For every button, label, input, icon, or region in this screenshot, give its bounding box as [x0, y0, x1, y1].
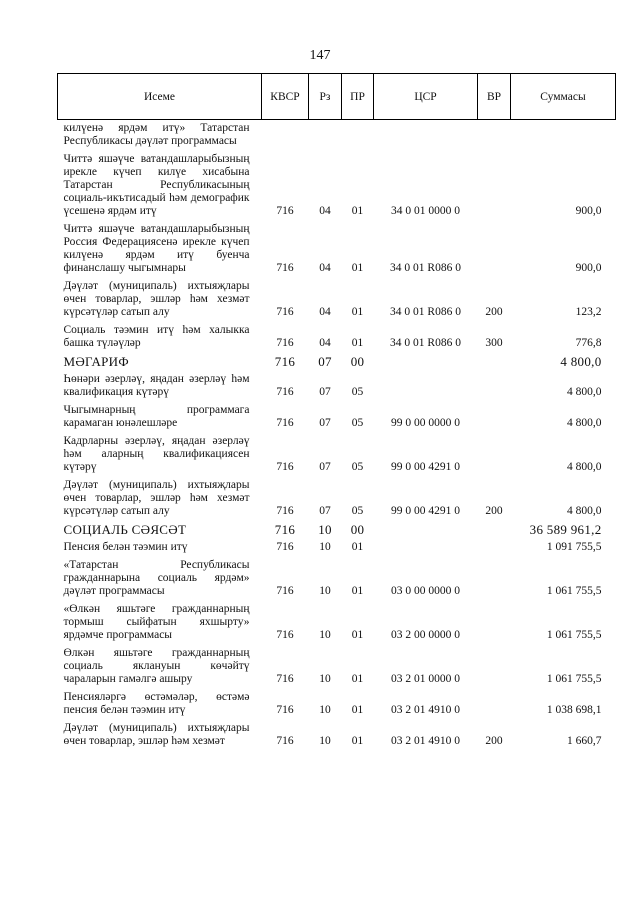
cell-kvsr: 716 — [276, 337, 294, 349]
cell-rz: 10 — [319, 541, 331, 553]
cell-rz: 04 — [319, 337, 331, 349]
cell-sum: 1 061 755,5 — [546, 585, 602, 597]
cell-csr — [374, 120, 478, 152]
table-row — [58, 720, 616, 751]
cell-kvsr: 716 — [276, 386, 294, 398]
header-pr: ПР — [342, 74, 374, 120]
cell-kvsr — [262, 120, 309, 152]
cell-kvsr: 716 — [276, 461, 294, 473]
cell-csr: 03 2 01 0000 0 — [391, 673, 460, 685]
cell-pr: 01 — [351, 704, 364, 716]
cell-pr: 01 — [351, 673, 364, 685]
cell-sum: 1 061 755,5 — [546, 629, 602, 641]
cell-vr — [478, 120, 511, 152]
cell-sum: 1 660,7 — [567, 735, 602, 747]
cell-sum — [511, 120, 616, 152]
cell-pr: 01 — [351, 337, 364, 349]
cell-vr — [478, 601, 511, 645]
cell-csr: 34 0 01 R086 0 — [390, 262, 461, 274]
header-kvsr: КВСР — [262, 74, 309, 120]
cell-vr — [478, 353, 511, 371]
cell-pr: 01 — [351, 629, 364, 641]
cell-sum: 900,0 — [575, 205, 602, 217]
cell-name: Пенсия белән тәэмин итү — [63, 541, 188, 553]
table-row — [58, 371, 616, 402]
cell-csr — [374, 521, 478, 539]
cell-name: Чыгымнарның программага карамаган юнәлешләре — [63, 404, 250, 429]
cell-rz: 07 — [319, 461, 331, 473]
cell-vr: 200 — [485, 306, 503, 318]
table-row — [58, 278, 616, 322]
cell-vr — [478, 151, 511, 221]
cell-kvsr: 716 — [276, 735, 294, 747]
cell-rz: 07 — [318, 354, 332, 369]
header-name: Исеме — [58, 74, 262, 120]
table-row — [58, 221, 616, 278]
cell-name: Читтә яшәүче ватандашларыбызның ирекле күчеп килүе хисабына Татарстан Республикасының социаль-икътисадый һәм демографик үсешенә ярдәм итү — [63, 153, 250, 217]
cell-rz: 10 — [319, 704, 331, 716]
cell-vr — [478, 645, 511, 689]
cell-pr: 05 — [351, 461, 364, 473]
cell-pr: 05 — [351, 386, 364, 398]
cell-sum: 4 800,0 — [567, 417, 602, 429]
cell-kvsr: 716 — [276, 629, 294, 641]
cell-csr: 99 0 00 4291 0 — [391, 461, 460, 473]
table-row — [58, 433, 616, 477]
cell-name: Дәүләт (муниципаль) ихтыяҗлары өчен товарлар, эшләр һәм хезмәт күрсәтүләр сатып алу — [63, 280, 250, 318]
cell-vr — [478, 371, 511, 402]
cell-csr: 99 0 00 0000 0 — [391, 417, 460, 429]
cell-sum: 776,8 — [575, 337, 602, 349]
cell-rz: 10 — [319, 585, 331, 597]
cell-pr: 01 — [351, 541, 364, 553]
cell-name: Дәүләт (муниципаль) ихтыяҗлары өчен товарлар, эшләр һәм хезмәт күрсәтүләр сатып алу — [63, 479, 250, 517]
cell-kvsr: 716 — [274, 522, 296, 537]
cell-sum: 900,0 — [575, 262, 602, 274]
cell-kvsr: 716 — [276, 306, 294, 318]
cell-rz: 07 — [319, 386, 331, 398]
cell-name: СОЦИАЛЬ СӘЯСӘТ — [63, 522, 187, 537]
cell-csr — [374, 371, 478, 402]
cell-vr: 300 — [485, 337, 503, 349]
cell-pr: 01 — [351, 205, 364, 217]
cell-sum: 123,2 — [575, 306, 602, 318]
cell-sum: 4 800,0 — [567, 386, 602, 398]
cell-vr — [478, 221, 511, 278]
cell-vr — [478, 521, 511, 539]
cell-vr — [478, 689, 511, 720]
cell-rz: 04 — [319, 306, 331, 318]
cell-vr — [478, 433, 511, 477]
cell-rz: 07 — [319, 417, 331, 429]
cell-pr: 05 — [351, 417, 364, 429]
budget-table — [57, 73, 616, 751]
cell-rz — [309, 120, 342, 152]
cell-name: Өлкән яшьтәге гражданнарның социаль яклануын көчәйтү чараларын гамәлгә ашыру — [63, 647, 250, 685]
cell-sum: 1 091 755,5 — [546, 541, 602, 553]
table-row — [58, 151, 616, 221]
table-row — [58, 645, 616, 689]
table-body — [58, 120, 616, 752]
cell-rz: 04 — [319, 262, 331, 274]
table-row — [58, 322, 616, 353]
cell-rz: 07 — [319, 505, 331, 517]
cell-csr: 34 0 01 R086 0 — [390, 337, 461, 349]
header-rz: Рз — [309, 74, 342, 120]
cell-kvsr: 716 — [276, 704, 294, 716]
cell-kvsr: 716 — [276, 585, 294, 597]
cell-pr — [342, 120, 374, 152]
table-row — [58, 601, 616, 645]
table-row — [58, 689, 616, 720]
cell-pr: 01 — [351, 585, 364, 597]
cell-name: «Өлкән яшьтәге гражданнарның тормыш сыйфатын яхшырту» ярдәмче программасы — [63, 603, 250, 641]
cell-kvsr: 716 — [276, 205, 294, 217]
cell-kvsr: 716 — [276, 262, 294, 274]
cell-pr: 00 — [350, 522, 365, 537]
cell-kvsr: 716 — [276, 417, 294, 429]
header-vr: ВР — [478, 74, 511, 120]
section-row — [58, 521, 616, 539]
cell-csr — [374, 353, 478, 371]
cell-rz: 10 — [319, 735, 331, 747]
cell-vr: 200 — [485, 735, 503, 747]
cell-csr: 03 2 01 4910 0 — [391, 735, 460, 747]
cell-csr: 03 2 01 4910 0 — [391, 704, 460, 716]
section-row — [58, 353, 616, 371]
table-row — [58, 477, 616, 521]
cell-pr: 01 — [351, 306, 364, 318]
cell-kvsr: 716 — [274, 354, 296, 369]
cell-pr: 01 — [351, 735, 364, 747]
cell-kvsr: 716 — [276, 673, 294, 685]
cell-sum: 1 038 698,1 — [546, 704, 602, 716]
table-row — [58, 539, 616, 557]
cell-sum: 4 800,0 — [567, 461, 602, 473]
cell-sum: 4 800,0 — [560, 354, 602, 369]
cell-name: Читтә яшәүче ватандашларыбызның Россия Федерациясенә ирекле күчеп килүенә ярдәм итү буенча финанслашу чыгымнары — [63, 223, 250, 274]
table-row — [58, 120, 616, 152]
cell-csr — [374, 539, 478, 557]
table-header-row — [58, 74, 616, 120]
header-sum: Суммасы — [511, 74, 616, 120]
cell-name: Һөнәри әзерләү, яңадан әзерләү һәм квалификация күтәрү — [63, 373, 250, 398]
cell-pr: 00 — [350, 354, 365, 369]
cell-sum: 1 061 755,5 — [546, 673, 602, 685]
cell-vr — [478, 402, 511, 433]
cell-csr: 34 0 01 0000 0 — [391, 205, 460, 217]
cell-kvsr: 716 — [276, 505, 294, 517]
cell-sum: 36 589 961,2 — [529, 522, 602, 537]
cell-pr: 01 — [351, 262, 364, 274]
cell-vr — [478, 539, 511, 557]
cell-csr: 03 2 00 0000 0 — [391, 629, 460, 641]
cell-vr — [478, 557, 511, 601]
cell-rz: 10 — [319, 629, 331, 641]
cell-rz: 04 — [319, 205, 331, 217]
cell-sum: 4 800,0 — [567, 505, 602, 517]
table-row — [58, 402, 616, 433]
cell-csr: 99 0 00 4291 0 — [391, 505, 460, 517]
cell-pr: 05 — [351, 505, 364, 517]
cell-rz: 10 — [318, 522, 332, 537]
cell-csr: 03 0 00 0000 0 — [391, 585, 460, 597]
table-row — [58, 557, 616, 601]
header-csr: ЦСР — [374, 74, 478, 120]
cell-name: «Татарстан Республикасы гражданнарына социаль ярдәм» дәүләт программасы — [63, 559, 250, 597]
cell-name: Социаль тәэмин итү һәм халыкка башка түләүләр — [63, 324, 250, 349]
cell-vr: 200 — [485, 505, 503, 517]
cell-csr: 34 0 01 R086 0 — [390, 306, 461, 318]
cell-name: МӘГАРИФ — [63, 354, 129, 369]
cell-kvsr: 716 — [276, 541, 294, 553]
cell-name: килүенә ярдәм итү» Татарстан Республикасы дәүләт программасы — [63, 122, 250, 147]
cell-rz: 10 — [319, 673, 331, 685]
page-number: 147 — [309, 48, 331, 63]
cell-name: Кадрларны әзерләү, яңадан әзерләү һәм аларның квалификациясен күтәрү — [63, 435, 250, 473]
cell-name: Пенсияләргә өстәмәләр, өстәмә пенсия белән тәэмин итү — [63, 691, 250, 716]
cell-name: Дәүләт (муниципаль) ихтыяҗлары өчен товарлар, эшләр һәм хезмәт — [63, 722, 250, 747]
